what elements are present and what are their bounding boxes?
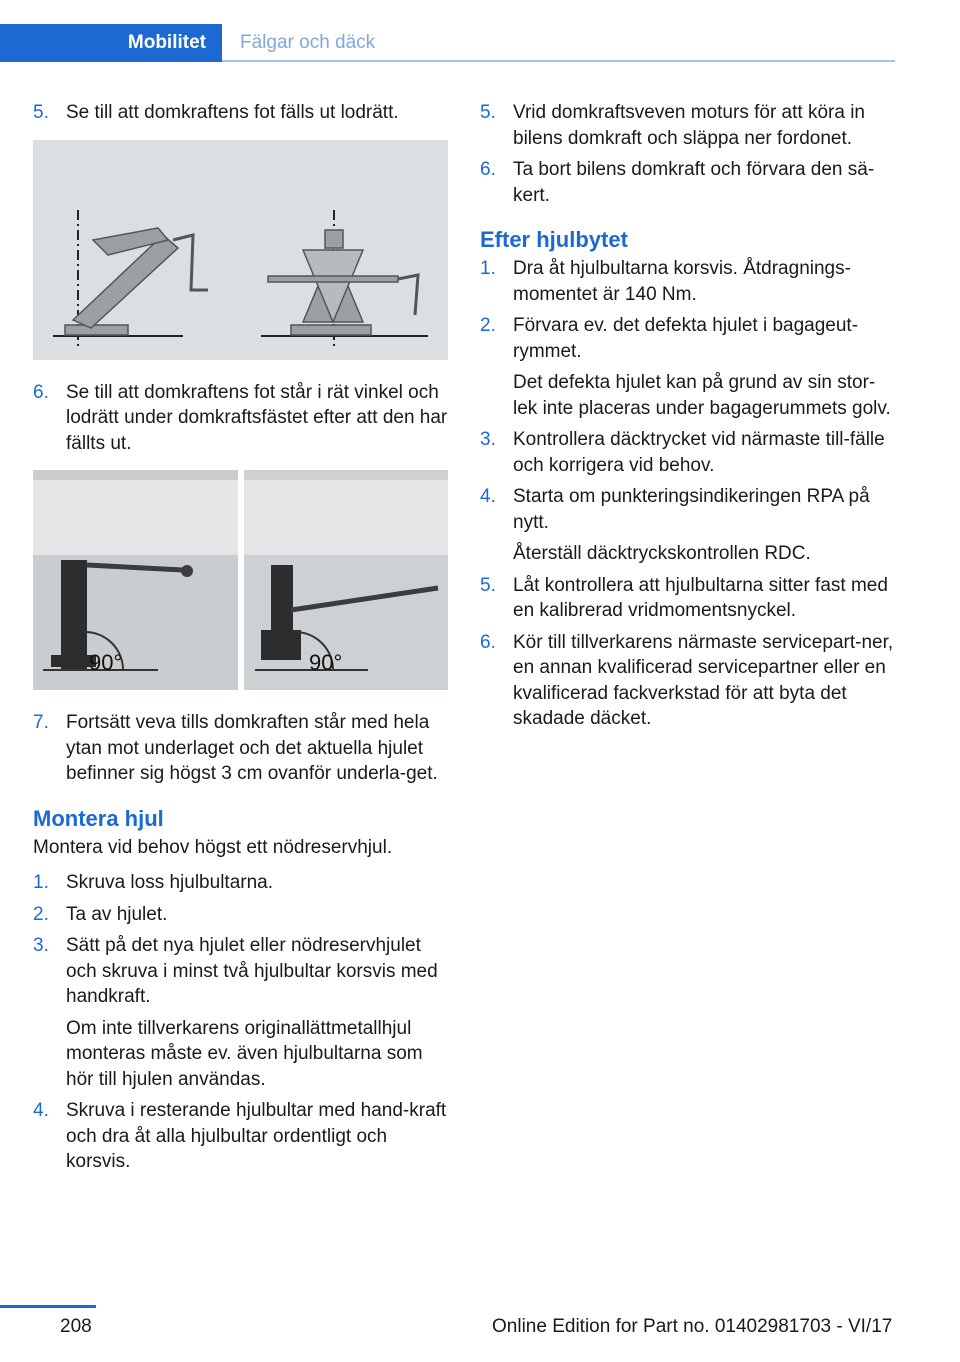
step-text: Förvara ev. det defekta hjulet i bagageut‐rymmet. [513, 315, 859, 362]
footer-divider [0, 1305, 96, 1308]
jack-right-angle-photo [33, 470, 448, 690]
step-note: Det defekta hjulet kan på grund av sin stor‐lek inte placeras under bagagerummets golv. [513, 372, 891, 419]
step-text: Fortsätt veva tills domkraften står med hela ytan mot underlaget och det aktuella hjulet befinner sig högst 3 cm ovanför underla‐get. [66, 712, 438, 784]
step-text: Kontrollera däcktrycket vid närmaste till‐fälle och korrigera vid behov. [513, 429, 885, 476]
list-item [33, 902, 453, 928]
step-number: 3. [480, 429, 496, 450]
step-text: Sätt på det nya hjulet eller nödreservhjulet och skruva i minst två hjulbultar korsvis med handkraft. [66, 935, 438, 1007]
list-item [33, 933, 453, 1010]
header-divider [222, 60, 895, 62]
edition-note: Online Edition for Part no. 01402981703 - VI/17 [492, 1316, 893, 1337]
right-column [480, 100, 896, 738]
jack-foot-illustration [33, 140, 448, 360]
step-number: 4. [480, 486, 496, 507]
step-number: 1. [480, 258, 496, 279]
step-number: 3. [33, 935, 49, 956]
step-text: Skruva i resterande hjulbultar med hand‐kraft och dra åt alla hjulbultar ordentligt och korsvis. [66, 1100, 447, 1172]
tab-mobilitet: Mobilitet [0, 24, 222, 62]
list-item [480, 100, 896, 151]
step-text: Se till att domkraftens fot står i rät vinkel och lodrätt under domkraftsfästet efter att den har fällts ut. [66, 381, 448, 454]
step-text: Ta bort bilens domkraft och förvara den sä‐kert. [513, 159, 875, 206]
step-text: Se till att domkraftens fot fälls ut lodrätt. [66, 102, 399, 123]
step-text: Skruva loss hjulbultarna. [66, 872, 273, 893]
page-number: 208 [60, 1316, 92, 1337]
list-item [33, 710, 453, 787]
step-text: Kör till tillverkarens närmaste servicepart‐ner, en annan kvalificerad servicepartner eller en kvalificerad fackverkstad för att byta det skadade däcket. [513, 631, 894, 729]
left-column [33, 100, 453, 1181]
step-number: 2. [480, 315, 496, 336]
list-item [33, 1098, 453, 1175]
step-text: Starta om punkteringsindikeringen RPA på nytt. [513, 486, 870, 533]
step-number: 6. [480, 159, 496, 180]
list-item [33, 100, 453, 126]
step-number: 1. [33, 872, 49, 893]
step-number: 5. [480, 574, 496, 596]
step-number: 4. [33, 1100, 49, 1121]
step-note: Om inte tillverkarens originallättmetallhjul monteras måste ev. även hjulbultarna som hör till hjulen användas. [66, 1017, 423, 1090]
step-note: Återställ däcktryckskontrollen RDC. [513, 543, 811, 564]
step-number: 2. [33, 903, 49, 925]
angle-label: 90° [89, 650, 123, 675]
jack-diagram-icon [33, 140, 448, 360]
list-item [480, 573, 896, 624]
tab-falgar-och-dack: Fälgar och däck [240, 32, 376, 53]
step-number: 5. [33, 102, 49, 123]
step-text: Vrid domkraftsveven moturs för att köra in bilens domkraft och släppa ner fordonet. [513, 102, 865, 149]
list-item [480, 256, 896, 307]
step-number: 7. [33, 712, 49, 733]
angle-label: 90° [309, 650, 343, 675]
step-number: 6. [33, 381, 49, 403]
list-item [33, 870, 453, 896]
list-item [480, 484, 896, 535]
step-text: Dra åt hjulbultarna korsvis. Åtdragnings‐momentet är 140 Nm. [513, 258, 851, 305]
section-intro: Montera vid behov högst ett nödreservhjul. [33, 836, 393, 858]
list-item [33, 380, 453, 457]
list-item [480, 630, 896, 732]
step-number: 5. [480, 102, 496, 123]
step-text: Ta av hjulet. [66, 903, 168, 925]
step-text: Låt kontrollera att hjulbultarna sitter fast med en kalibrerad vridmomentsnyckel. [513, 574, 888, 621]
list-item [480, 157, 896, 208]
step-number: 6. [480, 631, 496, 653]
section-heading: Efter hjulbytet [480, 227, 628, 252]
page-header [0, 24, 895, 62]
section-heading: Montera hjul [33, 805, 164, 831]
list-item [480, 427, 896, 478]
list-item [480, 313, 896, 364]
